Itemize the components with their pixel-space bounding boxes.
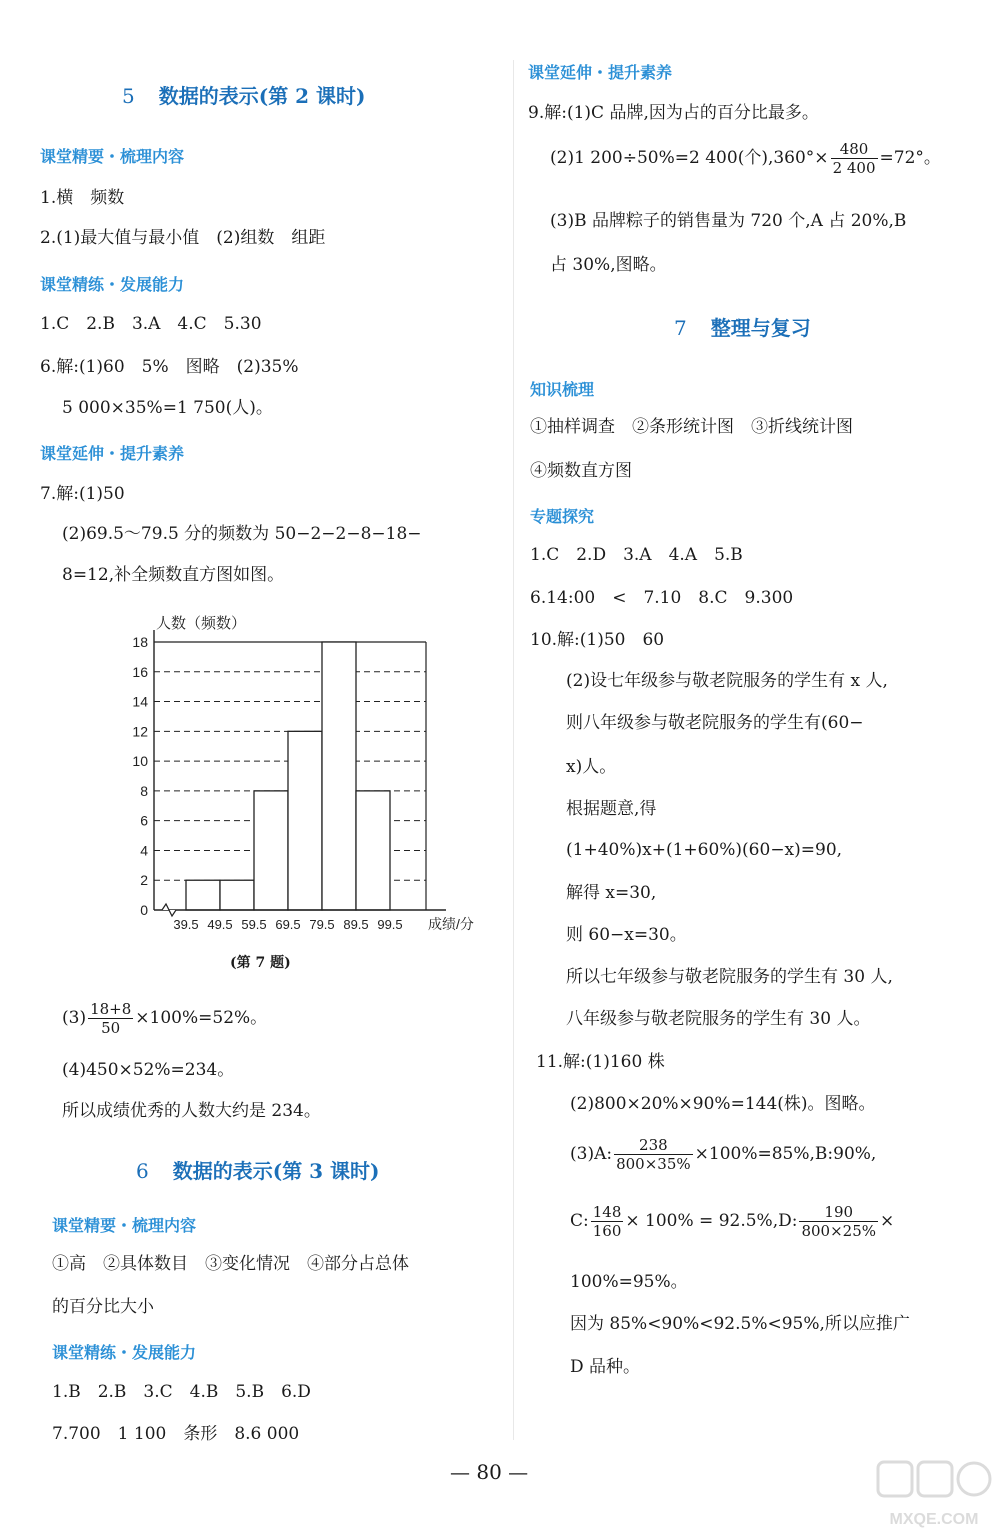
figure-caption: (第 7 题) [230, 955, 291, 971]
answer-line: 1.B 2.B 3.C 4.B 5.B 6.D [52, 1382, 311, 1402]
denominator: 50 [88, 1018, 133, 1037]
denominator: 800×25% [801, 1222, 877, 1240]
section-title-text: 数据的表示(第 2 课时) [158, 84, 366, 108]
denominator: 160 [592, 1222, 622, 1240]
y-tick-label: 2 [140, 872, 148, 889]
answer-line: (2)69.5～79.5 分的频数为 50−2−2−8−18− [62, 524, 422, 544]
histogram-bar [186, 880, 220, 910]
answer-line: D 品种。 [570, 1357, 641, 1377]
answer-line: 解得 x=30, [566, 883, 657, 903]
answer-line: 100%=95%。 [570, 1272, 688, 1292]
answer-line: 7.700 1 100 条形 8.6 000 [52, 1424, 300, 1444]
y-tick-label: 8 [140, 782, 148, 799]
answer-line: 9.解:(1)C 品牌,因为占的百分比最多。 [528, 103, 819, 123]
y-tick-label: 18 [132, 634, 148, 650]
y-tick-label: 12 [132, 723, 148, 740]
x-tick-label: 79.5 [309, 917, 335, 932]
answer-line: 6.14:00 < 7.10 8.C 9.300 [530, 588, 794, 608]
histogram-bar [356, 791, 390, 910]
subheading: 课堂延伸・提升素养 [528, 63, 673, 82]
answer-line: (2)800×20%×90%=144(株)。图略。 [570, 1094, 876, 1114]
text: × 100% = 92.5%,D: [625, 1211, 798, 1231]
numerator: 480 [839, 140, 869, 158]
subheading: 课堂延伸・提升素养 [40, 444, 185, 463]
x-tick-label: 39.5 [173, 917, 199, 932]
denominator: 800×35% [616, 1155, 691, 1173]
answer-line: 5 000×35%=1 750(人)。 [62, 398, 273, 418]
text: =72°。 [879, 148, 941, 168]
x-tick-label: 99.5 [377, 917, 403, 932]
y-axis-label: 人数（频数） [156, 615, 247, 632]
answer-line: 根据题意,得 [566, 799, 657, 819]
histogram-bar [288, 731, 322, 910]
y-tick-label: 0 [140, 902, 148, 918]
x-tick-label: 49.5 [207, 917, 233, 932]
answer-line: 则 60−x=30。 [566, 925, 687, 945]
column-divider [513, 60, 514, 1440]
answer-line: ①高 ②具体数目 ③变化情况 ④部分占总体 [52, 1254, 409, 1274]
y-tick-label: 10 [132, 753, 148, 770]
x-tick-label: 89.5 [343, 917, 369, 932]
histogram-chart [90, 610, 490, 940]
y-tick-label: 14 [132, 693, 148, 710]
fraction [799, 1203, 878, 1240]
section-title-5 [122, 80, 366, 109]
answer-line: 占 30%,图略。 [550, 255, 667, 275]
x-tick-label: 59.5 [241, 917, 267, 932]
text: C: [570, 1211, 589, 1231]
answer-line: (1+40%)x+(1+60%)(60−x)=90, [566, 840, 843, 860]
histogram-bar [322, 642, 356, 910]
section-title-text: 数据的表示(第 3 课时) [172, 1159, 380, 1183]
answer-line: 2.(1)最大值与最小值 (2)组数 组距 [40, 228, 326, 248]
answer-line: 7.解:(1)50 [40, 484, 125, 504]
y-tick-label: 6 [140, 812, 148, 829]
text: ×100%=52%。 [135, 1008, 268, 1028]
answer-line: (4)450×52%=234。 [62, 1060, 235, 1080]
answer-line: 因为 85%<90%<92.5%<95%,所以应推广 [570, 1314, 910, 1334]
numerator: 18+8 [90, 1000, 132, 1018]
section-number: 6 [136, 1159, 149, 1183]
answer-line: 11.解:(1)160 株 [536, 1052, 665, 1072]
answer-line [62, 1000, 267, 1037]
answer-line: ①抽样调查 ②条形统计图 ③折线统计图 [530, 417, 853, 437]
watermark-text: MXQE.COM [889, 1511, 979, 1528]
text: (3) [62, 1008, 87, 1028]
section-number: 5 [122, 84, 135, 108]
answer-line [550, 140, 941, 177]
x-axis-label: 成绩/分 [428, 916, 474, 932]
text: (2)1 200÷50%=2 400(个),360°× [550, 148, 829, 168]
answer-line: 则八年级参与敬老院服务的学生有(60− [566, 713, 864, 733]
subheading: 课堂精要・梳理内容 [52, 1216, 197, 1235]
answer-line: 1.横 频数 [40, 188, 125, 208]
answer-line: x)人。 [566, 757, 617, 777]
y-tick-label: 16 [132, 663, 148, 680]
answer-line: (3)B 品牌粽子的销售量为 720 个,A 占 20%,B [550, 211, 907, 231]
watermark-logo [874, 1460, 994, 1532]
y-tick-label: 4 [140, 842, 148, 859]
denominator: 2 400 [832, 159, 876, 177]
answer-line: 所以成绩优秀的人数大约是 234。 [62, 1101, 321, 1121]
answer-line: 1.C 2.D 3.A 4.A 5.B [530, 545, 743, 565]
page-number: — 80 — [450, 1460, 529, 1484]
answer-line: ④频数直方图 [530, 461, 632, 481]
answer-line: 的百分比大小 [52, 1297, 154, 1317]
answer-line: 所以七年级参与敬老院服务的学生有 30 人, [566, 967, 893, 987]
text: (3)A: [570, 1144, 613, 1164]
answer-line [570, 1203, 894, 1240]
answer-line: 10.解:(1)50 60 [530, 630, 665, 650]
subheading: 专题探究 [530, 507, 595, 526]
answer-line [570, 1136, 876, 1173]
chart-layer [132, 615, 473, 932]
section-title-text: 整理与复习 [710, 316, 811, 340]
histogram-bar [254, 791, 288, 910]
subheading: 课堂精练・发展能力 [52, 1343, 197, 1362]
numerator: 238 [639, 1136, 668, 1154]
fraction [88, 1000, 133, 1037]
section-title-7 [674, 312, 811, 341]
text: × [880, 1211, 895, 1231]
answer-line: 1.C 2.B 3.A 4.C 5.30 [40, 314, 262, 334]
fraction [831, 140, 878, 177]
text: ×100%=85%,B:90%, [694, 1144, 877, 1164]
section-number: 7 [674, 316, 687, 340]
numerator: 148 [592, 1203, 622, 1221]
x-tick-label: 69.5 [275, 917, 301, 932]
histogram-bar [220, 880, 254, 910]
subheading: 课堂精练・发展能力 [40, 275, 185, 294]
answer-line: 8=12,补全频数直方图如图。 [62, 565, 285, 585]
answer-line: 八年级参与敬老院服务的学生有 30 人。 [566, 1009, 871, 1029]
section-title-6 [136, 1155, 380, 1184]
axis-break-mark [162, 904, 176, 916]
answer-line: 6.解:(1)60 5% 图略 (2)35% [40, 357, 299, 377]
fraction [614, 1136, 693, 1173]
numerator: 190 [824, 1203, 854, 1221]
subheading: 课堂精要・梳理内容 [40, 147, 185, 166]
answer-line: (2)设七年级参与敬老院服务的学生有 x 人, [566, 671, 888, 691]
fraction [591, 1203, 624, 1240]
subheading: 知识梳理 [530, 380, 595, 399]
